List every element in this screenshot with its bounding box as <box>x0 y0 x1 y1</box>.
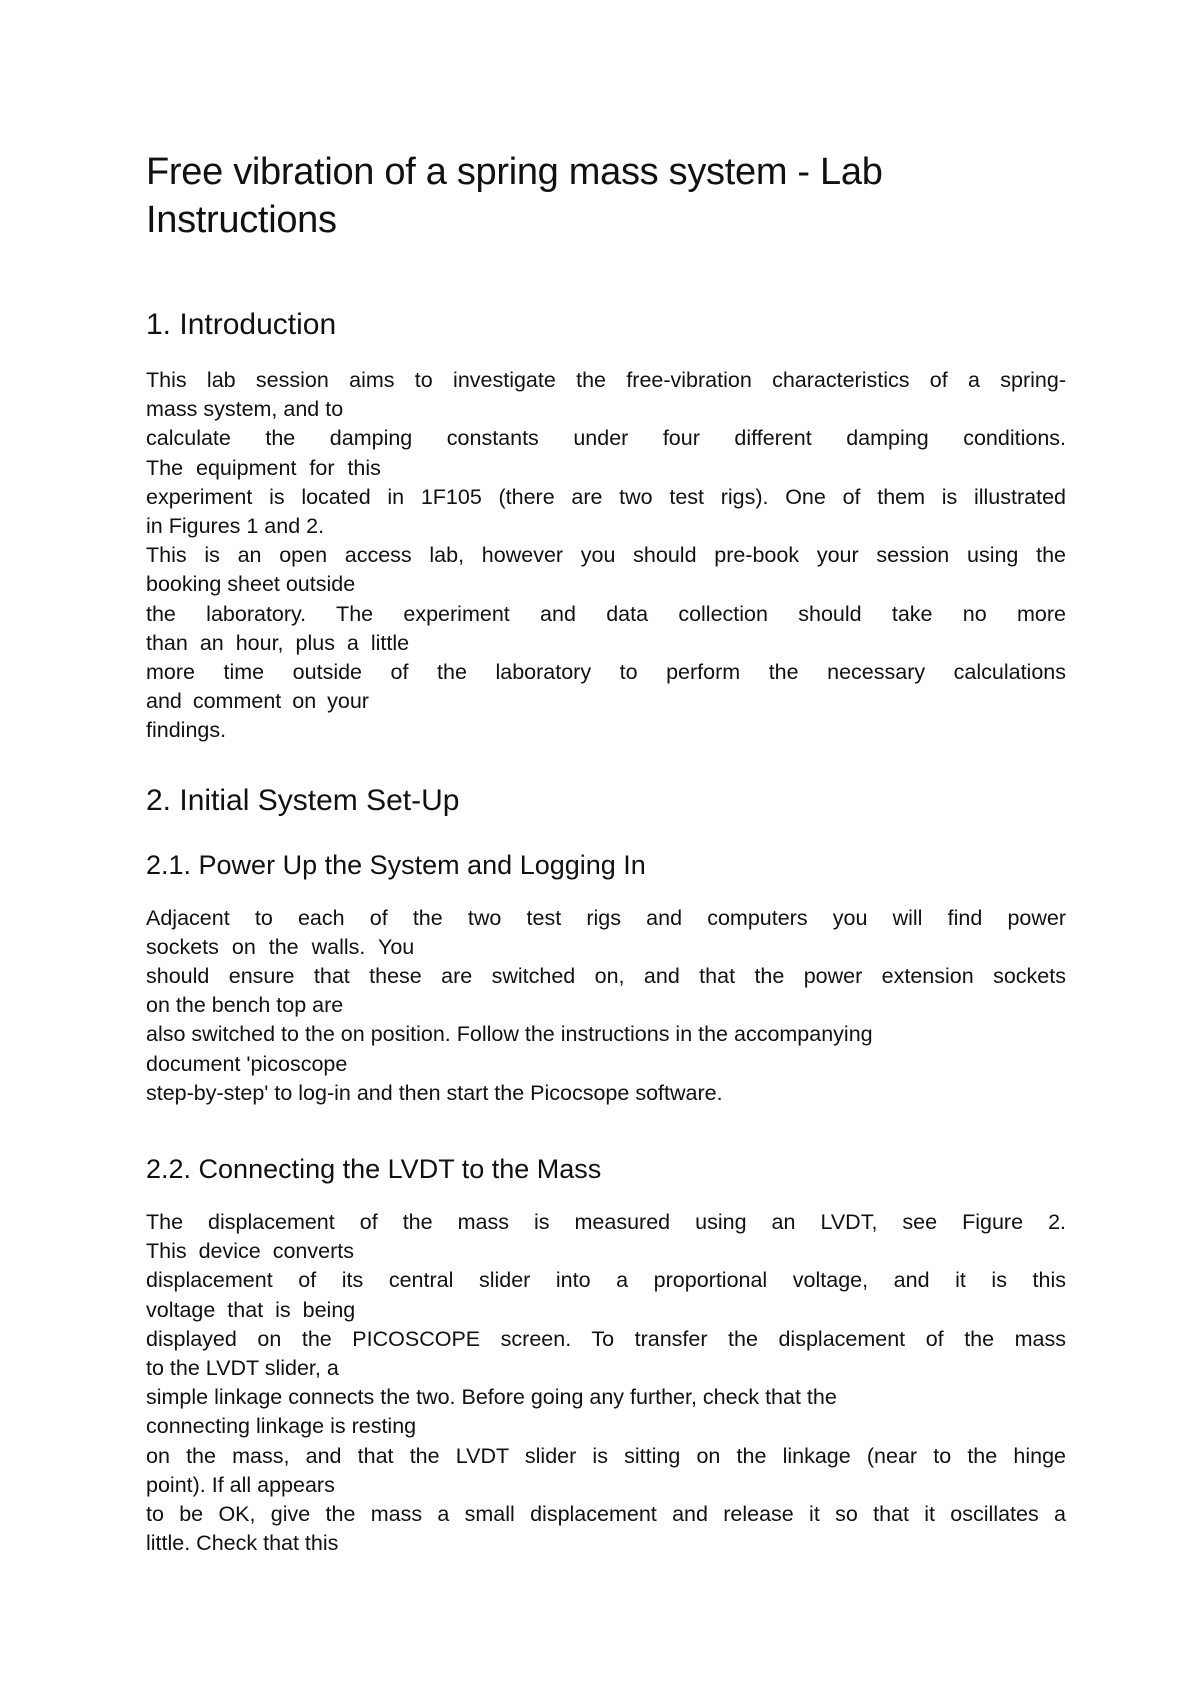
text-line: displayed on the PICOSCOPE screen. To transfer the displacement of the mass <box>146 1326 1066 1351</box>
text-line: The displacement of the mass is measured using an LVDT, see Figure 2. <box>146 1210 1066 1235</box>
text-line: on the mass, and that the LVDT slider is sitting on the linkage (near to the hinge <box>146 1443 1066 1468</box>
title-line: Free vibration of a spring mass system - Lab <box>146 151 883 193</box>
text-line: This is an open access lab, however you should pre-book your session using the <box>146 543 1066 568</box>
title-line: Instructions <box>146 199 337 241</box>
text-line: The equipment for this <box>146 455 381 480</box>
text-line: experiment is located in 1F105 (there are two test rigs). One of them is illustrated <box>146 484 1066 509</box>
text-line: document 'picoscope <box>146 1051 348 1076</box>
text-line: sockets on the walls. You <box>146 934 415 959</box>
text-line: than an hour, plus a little <box>146 630 410 655</box>
text-line: This device converts <box>146 1239 354 1264</box>
document-title <box>146 148 1066 244</box>
text-line: in Figures 1 and 2. <box>146 514 325 539</box>
introduction-paragraph <box>146 366 1066 746</box>
text-line: point). If all appears <box>146 1472 335 1497</box>
text-line: findings. <box>146 718 227 743</box>
text-line: to be OK, give the mass a small displacement and release it so that it oscillates a <box>146 1502 1066 1527</box>
text-line: little. Check that this <box>146 1531 339 1556</box>
connecting-lvdt-paragraph <box>146 1208 1066 1558</box>
text-line: should ensure that these are switched on, and that the power extension sockets <box>146 964 1066 989</box>
text-line: Adjacent to each of the two test rigs and computers you will find power <box>146 905 1066 930</box>
text-line: simple linkage connects the two. Before going any further, check that the <box>146 1385 837 1410</box>
text-line: and comment on your <box>146 689 369 714</box>
text-line: voltage that is being <box>146 1297 356 1322</box>
section-heading-initial-setup: 2. Initial System Set-Up <box>146 783 460 817</box>
section-heading-introduction: 1. Introduction <box>146 308 337 341</box>
text-line: the laboratory. The experiment and data collection should take no more <box>146 601 1066 626</box>
document-content <box>146 148 1066 1559</box>
text-line: to the LVDT slider, a <box>146 1356 339 1381</box>
text-line: also switched to the on position. Follow the instructions in the accompanying <box>146 1022 873 1047</box>
text-line: on the bench top are <box>146 993 344 1018</box>
text-line: mass system, and to <box>146 397 344 422</box>
text-line: displacement of its central slider into a proportional voltage, and it is this <box>146 1268 1066 1293</box>
text-line: booking sheet outside <box>146 572 356 597</box>
power-up-paragraph <box>146 904 1066 1108</box>
text-line: connecting linkage is resting <box>146 1414 417 1439</box>
subsection-heading-power-up: 2.1. Power Up the System and Logging In <box>146 849 646 880</box>
subsection-heading-connecting-lvdt: 2.2. Connecting the LVDT to the Mass <box>146 1154 602 1185</box>
text-line: more time outside of the laboratory to perform the necessary calculations <box>146 660 1066 685</box>
text-line: step-by-step' to log-in and then start the Picocsope software. <box>146 1080 723 1105</box>
text-line: calculate the damping constants under four different damping conditions. <box>146 426 1066 451</box>
text-line: This lab session aims to investigate the free-vibration characteristics of a spring- <box>146 368 1066 392</box>
